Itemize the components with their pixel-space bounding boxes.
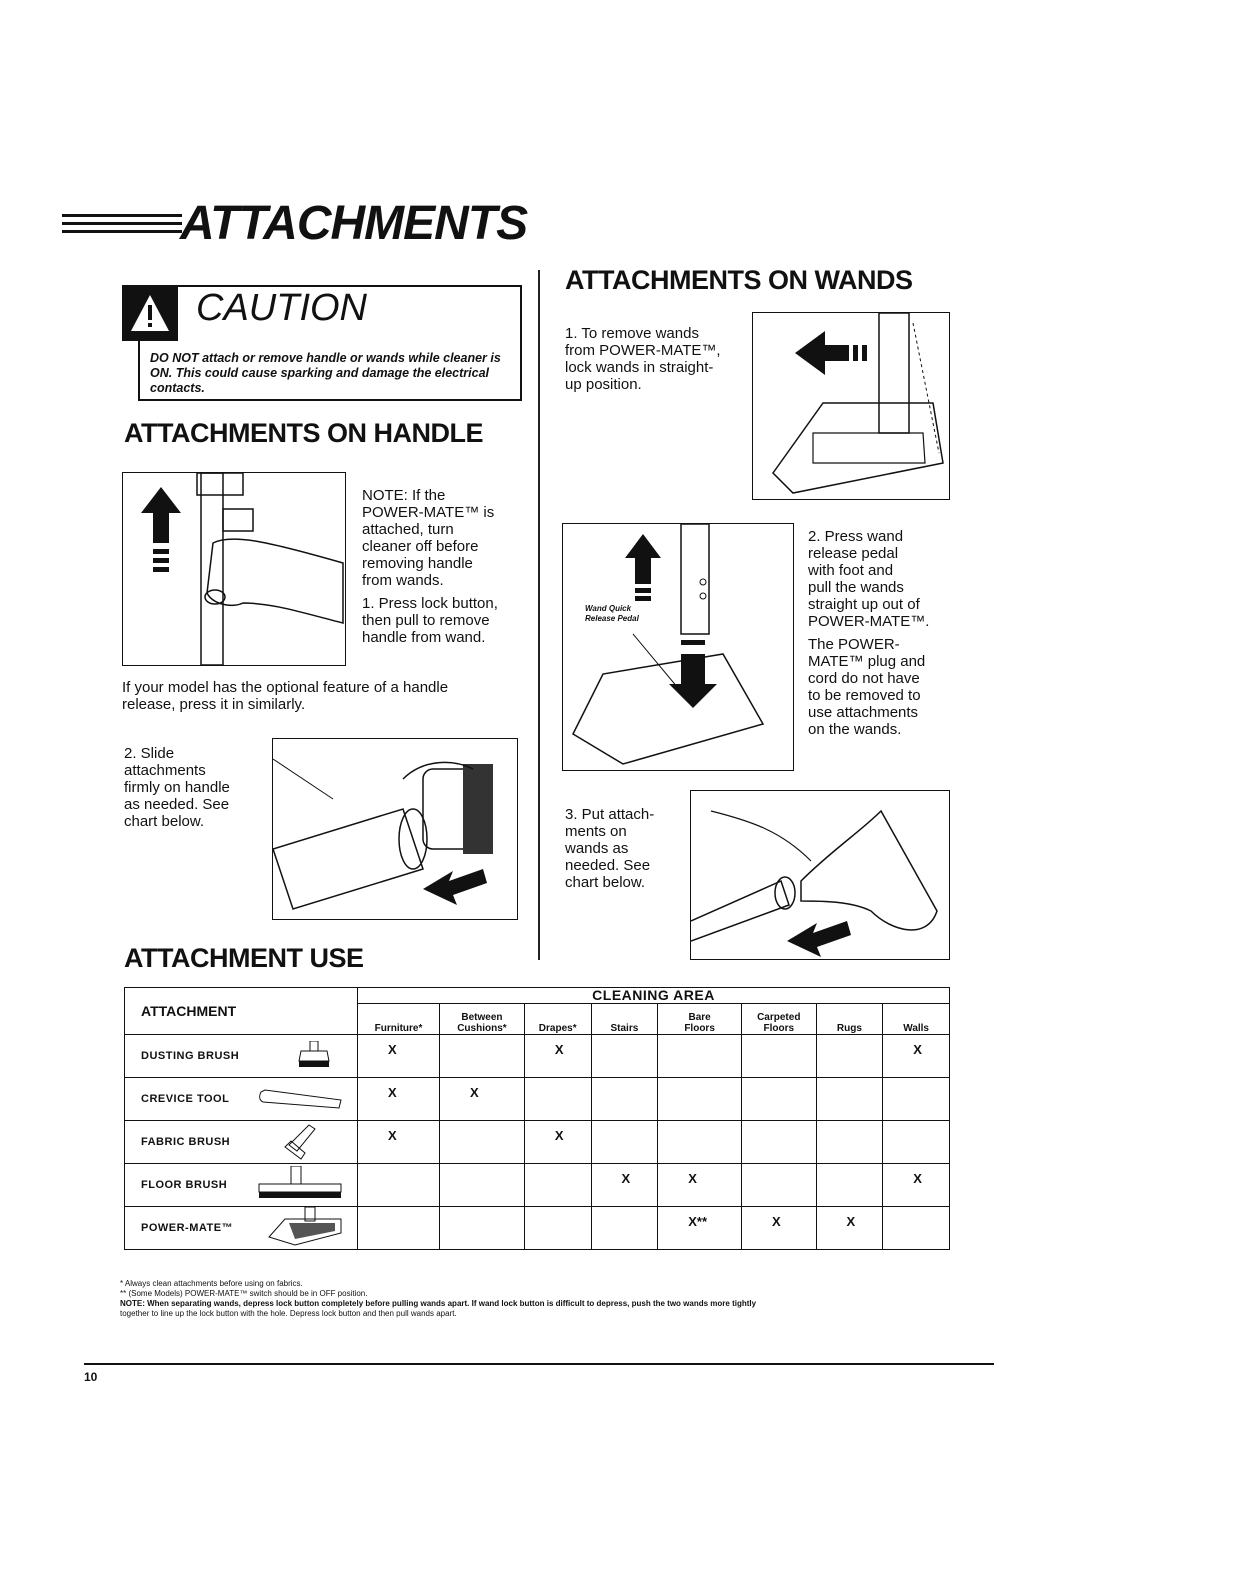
attachment-name-cell [125,1078,358,1121]
wands-step1-line: 1. To remove wands [565,325,699,342]
column-header-line2: Rugs [836,1023,862,1034]
handle-step1-line: 1. Press lock button, [362,595,498,612]
attachment-name-cell [125,1207,358,1250]
wands-step1-line: from POWER-MATE™, [565,342,721,359]
wands-step2-note-line: The POWER- [808,636,900,653]
column-header-line2: Furniture* [374,1023,423,1034]
page-title-text: ATTACHMENTS [180,197,528,250]
table-cell [591,1121,658,1164]
table-cell [440,1164,525,1207]
attachment-use-table [124,987,950,1250]
handle-note-line: cleaner off before [362,538,479,555]
attachment-name-cell [125,1035,358,1078]
wands-step3-line: chart below. [565,874,646,891]
table-row [125,1164,950,1207]
table-cell [440,1207,525,1250]
attachment-name-cell [125,1164,358,1207]
attachment-name: FABRIC BRUSH [141,1136,231,1148]
handle-note-line: POWER-MATE™ is [362,504,495,521]
attachment-column-header: ATTACHMENT [125,988,358,1035]
fabric-brush-icon [283,1123,323,1164]
column-header-line1: Carpeted [757,1012,801,1023]
handle-step2-line: firmly on handle [124,779,230,796]
handle-step2-line: chart below. [124,813,205,830]
handle-step2-line: attachments [124,762,206,779]
pedal-label [585,604,639,624]
table-cell: X [524,1121,591,1164]
table-cell: X [741,1207,816,1250]
table-row [125,1121,950,1164]
table-row [125,1078,950,1121]
dusting-brush-icon [297,1041,331,1072]
table-cell [883,1121,950,1164]
handle-release-note [122,679,448,713]
footnote-line: * Always clean attachments before using on fabrics. [120,1279,303,1288]
handle-release-line: If your model has the optional feature of a handle [122,679,449,696]
attachment-name: POWER-MATE™ [141,1222,234,1234]
wand-attachment-illustration [690,790,950,960]
table-cell [816,1121,883,1164]
handle-step2-line: as needed. See [124,796,230,813]
attachment-name: DUSTING BRUSH [141,1050,240,1062]
table-cell [883,1078,950,1121]
table-cell [658,1121,742,1164]
column-header-line2: Floors [684,1023,715,1034]
handle-release-line: release, press it in similarly. [122,696,306,713]
column-header-line1: Bare [688,1012,711,1023]
footnote-note-line: NOTE: When separating wands, depress lock button completely before pulling wands apart. If wand lock button is difficult to depress, push the two wands more tightly [120,1299,757,1308]
attachment-name: CREVICE TOOL [141,1093,230,1105]
wands-upright-illustration [752,312,950,500]
column-header [741,1004,816,1035]
table-cell [816,1035,883,1078]
table-cell: X [358,1035,440,1078]
wand-release-illustration [562,523,794,771]
handle-note-line: attached, turn [362,521,454,538]
crevice-tool-icon [259,1088,343,1113]
table-cell [591,1207,658,1250]
pedal-label-line: Wand Quick [585,604,632,613]
column-header-line2: Stairs [610,1023,639,1034]
table-row [125,1035,950,1078]
wands-step3-line: 3. Put attach- [565,806,655,823]
use-table-heading: ATTACHMENT USE [124,943,364,973]
table-cell [741,1078,816,1121]
wands-step2-note-line: cord do not have [808,670,920,687]
table-cell [524,1164,591,1207]
table-cell [658,1035,742,1078]
wands-step2-line: release pedal [808,545,899,562]
wands-step2-line: with foot and [808,562,894,579]
handle-note-line: NOTE: If the [362,487,446,504]
table-row [125,1207,950,1250]
table-cell: X [883,1035,950,1078]
page-title [62,196,528,256]
table-cell [816,1164,883,1207]
table-cell [591,1078,658,1121]
table-cell: X [358,1078,440,1121]
wands-step2-line: pull the wands [808,579,904,596]
handle-step2 [124,745,230,830]
handle-removal-illustration [122,472,346,666]
table-cell: X [658,1164,742,1207]
wands-section-heading: ATTACHMENTS ON WANDS [565,265,913,295]
handle-note [362,487,498,646]
column-header [440,1004,525,1035]
wands-step2-note-line: MATE™ plug and [808,653,926,670]
table-cell: X** [658,1207,742,1250]
wands-step2-line: POWER-MATE™. [808,613,930,630]
handle-note-line: removing handle [362,555,473,572]
column-divider [538,270,540,960]
column-header [816,1004,883,1035]
table-cell: X [883,1164,950,1207]
column-header-line2: Floors [763,1023,795,1034]
column-header-line1: Between [461,1012,503,1023]
column-header [358,1004,440,1035]
footnote-line: ** (Some Models) POWER-MATE™ switch should be in OFF position. [120,1289,368,1298]
title-decoration [62,214,182,238]
wands-step2-note-line: use attachments [808,704,919,721]
pedal-label-line: Release Pedal [585,614,639,623]
table-cell [658,1078,742,1121]
wands-step2-note-line: on the wands. [808,721,902,738]
wands-step2-line: straight up out of [808,596,920,613]
wands-step1-line: up position. [565,376,642,393]
handle-step1-line: then pull to remove [362,612,490,629]
wands-step3-line: needed. See [565,857,651,874]
wands-step3-line: wands as [565,840,629,857]
table-cell: X [591,1164,658,1207]
column-header [658,1004,742,1035]
column-header [524,1004,591,1035]
column-header [883,1004,950,1035]
table-cell [524,1207,591,1250]
wands-step1 [565,325,721,393]
caution-title: CAUTION [196,287,367,329]
caution-text: DO NOT attach or remove handle or wands while cleaner is ON. This could cause sparking and damage the electrical contacts. [150,351,501,395]
wands-step2 [808,528,929,738]
table-cell [524,1078,591,1121]
wands-step1-line: lock wands in straight- [565,359,714,376]
footnotes [120,1279,950,1319]
attachment-name: FLOOR BRUSH [141,1179,228,1191]
table-cell [741,1164,816,1207]
wands-step3 [565,806,654,891]
table-cell: X [358,1121,440,1164]
floor-brush-icon [257,1166,343,1205]
warning-icon [122,285,178,341]
bottom-rule [84,1363,994,1365]
table-cell: X [524,1035,591,1078]
page-number: 10 [84,1370,98,1384]
power-mate-icon [265,1207,345,1250]
column-header-line2: Drapes* [538,1023,577,1034]
table-cell [741,1121,816,1164]
wands-step3-line: ments on [565,823,627,840]
handle-step2-line: 2. Slide [124,745,175,762]
table-cell [741,1035,816,1078]
table-cell [816,1078,883,1121]
table-cell [358,1164,440,1207]
column-header [591,1004,658,1035]
column-header-line2: Cushions* [457,1023,507,1034]
column-header-line2: Walls [903,1023,929,1034]
table-cell [591,1035,658,1078]
table-cell [440,1121,525,1164]
slide-attachment-illustration [272,738,518,920]
handle-note-line: from wands. [362,572,444,589]
attachment-name-cell [125,1121,358,1164]
table-cell: X [440,1078,525,1121]
wands-step2-line: 2. Press wand [808,528,904,545]
cleaning-area-header: CLEANING AREA [358,988,950,1004]
table-cell [440,1035,525,1078]
caution-box [138,285,522,401]
handle-step1-line: handle from wand. [362,629,486,646]
handle-section-heading: ATTACHMENTS ON HANDLE [124,418,483,448]
table-cell: X [816,1207,883,1250]
table-cell [358,1207,440,1250]
footnote-note-line: together to line up the lock button with the hole. Depress lock button and then pull wands apart. [120,1309,457,1318]
table-cell [883,1207,950,1250]
wands-step2-note-line: to be removed to [808,687,921,704]
